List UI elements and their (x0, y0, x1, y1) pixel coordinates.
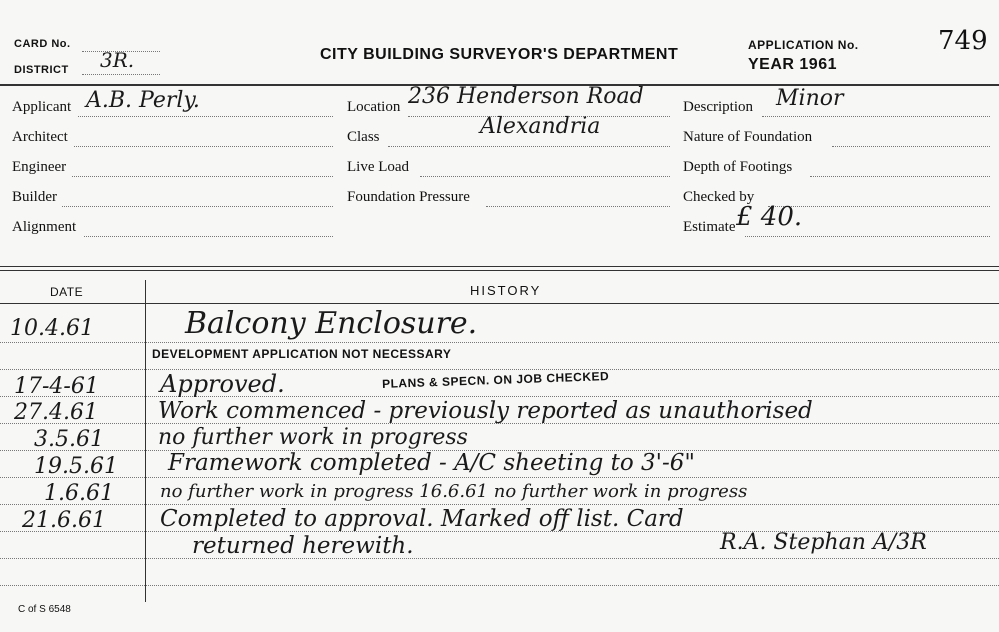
history-date: 17-4-61 (14, 374, 99, 399)
history-date: 27.4.61 (14, 400, 98, 425)
history-header-rule (0, 303, 999, 304)
class-line (388, 146, 670, 147)
history-entry: Work commenced - previously reported as unauthorised (158, 398, 813, 424)
engineer-line (72, 176, 333, 177)
engineer-label: Engineer (12, 159, 67, 175)
applicant-value: A.B. Perly. (86, 88, 200, 113)
history-rule (0, 369, 999, 370)
history-rule (0, 396, 999, 397)
live-load-label: Live Load (347, 159, 410, 175)
description-value: Minor (776, 86, 844, 111)
date-header: DATE (50, 285, 84, 299)
district-label: DISTRICT (14, 64, 69, 76)
history-entry: Framework completed - A/C sheeting to 3'-6" (168, 450, 695, 476)
history-date: 3.5.61 (34, 427, 104, 452)
builder-line (62, 206, 333, 207)
card-no-label: CARD No. (14, 38, 71, 50)
history-date: 21.6.61 (22, 508, 106, 533)
form-number: C of S 6548 (18, 604, 71, 615)
section-divider-top (0, 266, 999, 267)
history-date: 1.6.61 (44, 481, 114, 506)
estimate-line (745, 236, 990, 237)
foundation-pressure-label: Foundation Pressure (347, 189, 470, 205)
history-stamp: DEVELOPMENT APPLICATION NOT NECESSARY (152, 347, 452, 361)
year: YEAR 1961 (748, 56, 837, 73)
architect-label: Architect (12, 129, 68, 145)
location-label: Location (347, 99, 401, 115)
history-entry: Approved. (160, 370, 285, 398)
applicant-label: Applicant (12, 99, 72, 115)
depth-of-footings-label: Depth of Footings (683, 159, 793, 175)
foundation-pressure-line (486, 206, 670, 207)
builder-label: Builder (12, 189, 57, 205)
estimate-label: Estimate (683, 219, 736, 235)
live-load-line (420, 176, 670, 177)
estimate-value: £ 40. (736, 202, 803, 232)
history-entry: no further work in progress (158, 425, 468, 450)
history-rule (0, 558, 999, 559)
history-entry: Balcony Enclosure. (185, 306, 478, 341)
alignment-line (84, 236, 333, 237)
application-no-label: APPLICATION No. (748, 38, 859, 52)
architect-line (74, 146, 333, 147)
alignment-label: Alignment (12, 219, 77, 235)
applicant-line (78, 116, 333, 117)
class-label: Class (347, 129, 380, 145)
depth-of-footings-line (810, 176, 990, 177)
checked-by-label: Checked by (683, 189, 755, 205)
history-rule (0, 342, 999, 343)
history-rule (0, 504, 999, 505)
history-entry: returned herewith. (192, 533, 414, 559)
date-column-divider (145, 280, 146, 602)
nature-of-foundation-label: Nature of Foundation (683, 129, 813, 145)
department-title: CITY BUILDING SURVEYOR'S DEPARTMENT (320, 46, 679, 63)
application-no: 749 (938, 26, 988, 56)
history-entry: Completed to approval. Marked off list. Card (160, 506, 684, 532)
history-rule (0, 477, 999, 478)
nature-of-foundation-line (832, 146, 990, 147)
location-value-1: 236 Henderson Road (408, 84, 644, 109)
district-value: 3R. (100, 48, 135, 72)
history-rule (0, 585, 999, 586)
history-header: HISTORY (470, 283, 542, 298)
history-date: 19.5.61 (34, 454, 118, 479)
history-date: 10.4.61 (10, 316, 94, 341)
district-line (82, 74, 160, 75)
signature: R.A. Stephan A/3R (720, 530, 927, 555)
location-value-2: Alexandria (480, 114, 601, 139)
section-divider-bottom (0, 270, 999, 271)
description-label: Description (683, 99, 753, 115)
description-line (762, 116, 990, 117)
plans-checked-stamp: PLANS & SPECN. ON JOB CHECKED (381, 369, 610, 391)
history-entry: no further work in progress 16.6.61 no further work in progress (160, 481, 748, 502)
